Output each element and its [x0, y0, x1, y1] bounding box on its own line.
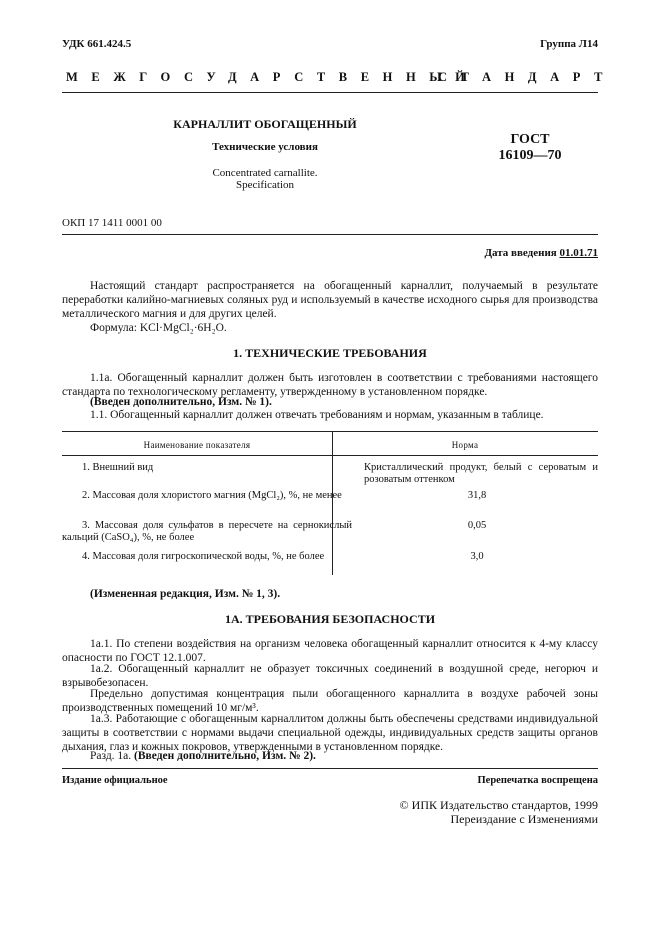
header-divider: [62, 92, 598, 93]
table-header-norm: Норма: [451, 440, 479, 450]
section-1a-note-text: (Введен дополнительно, Изм. № 2).: [134, 750, 316, 762]
section-1a-note: [90, 749, 316, 763]
official-edition: Издание официальное: [62, 775, 168, 786]
table-row: [62, 520, 598, 551]
table-row: [62, 490, 598, 520]
clause-1-1a: 1.1а. Обогащенный карналлит должен быть изготовлен в соответствии с требованиями настоящего стандарта по технологическому регламенту, утвержденному в установленном порядке.: [62, 372, 598, 398]
section-1-heading: 1. ТЕХНИЧЕСКИЕ ТРЕБОВАНИЯ: [233, 346, 427, 360]
formula-value: KCl·MgCl₂·6H₂O.: [139, 322, 227, 334]
table-row: [62, 551, 598, 563]
okp-code: ОКП 17 1411 0001 00: [62, 217, 162, 229]
row-3-norm: 0,05: [467, 520, 487, 531]
norms-table: [62, 462, 598, 563]
clause-1a-3: 1а.3. Работающие с обогащенным карналлитом должны быть обеспечены средствами индивидуальной защиты в соответствии с нормами выдачи специальной одежды, индивидуальных средств защиты органов дыхания, глаз и кожных покровов, утвержденными в установленном порядке.: [62, 713, 598, 753]
row-1-norm: Кристаллический продукт, белый с сероватым и розоватым оттенком: [364, 462, 598, 485]
okp-divider: [62, 234, 598, 235]
english-title: Concentrated carnallite.: [212, 167, 318, 179]
formula-label: Формула:: [90, 322, 137, 334]
group-code: Группа Л14: [540, 38, 598, 50]
udk-code: УДК 661.424.5: [62, 38, 132, 50]
row-2-name: 2. Массовая доля хлористого магния (MgCl₂), %, не менее: [82, 490, 342, 501]
gost-number: 16109—70: [498, 148, 562, 163]
banner-interstate: МЕЖГОСУДАРСТВЕННЫЙ: [66, 70, 479, 84]
row-3-name: 3. Массовая доля сульфатов в пересчете на сернокислый кальций (CaSO₄), %, не более: [62, 520, 352, 543]
footer-divider: [62, 768, 598, 769]
reprint-notice: Перепечатка воспрещена: [477, 775, 598, 786]
table-header-divider: [62, 455, 598, 456]
clause-1a-1: 1а.1. По степени воздействия на организм человека обогащенный карналлит относится к 4-му классу опасности по ГОСТ 12.1.007.: [62, 638, 598, 664]
document-subtitle: Технические условия: [212, 141, 318, 153]
effective-date-label: Дата введения: [484, 247, 557, 259]
table-amendment-note: (Измененная редакция, Изм. № 1, 3).: [90, 588, 281, 600]
section-1a-note-prefix: Разд. 1а.: [90, 750, 132, 762]
clause-1a-2: 1а.2. Обогащенный карналлит не образует токсичных соединений в воздушной среде, негорюч и взрывобезопасен.: [62, 663, 598, 689]
row-4-name: 4. Массовая доля гигроскопической воды, %, не более: [82, 551, 325, 562]
intro-paragraph: Настоящий стандарт распространяется на обогащенный карналлит, получаемый в результате переработки калийно-магниевых соляных руд и используемый в качестве исходного сырья для производства металлического магния и для других целей.: [62, 280, 598, 320]
formula-line: [90, 321, 227, 335]
row-2-norm: 31,8: [467, 490, 487, 501]
banner-standard: СТАНДАРТ: [438, 70, 617, 84]
copyright: © ИПК Издательство стандартов, 1999: [399, 798, 598, 812]
table-top-border: [62, 431, 598, 432]
section-1a-heading: 1А. ТРЕБОВАНИЯ БЕЗОПАСНОСТИ: [224, 612, 436, 626]
clause-1-1: 1.1. Обогащенный карналлит должен отвечать требованиям и нормам, указанным в таблице.: [90, 409, 544, 421]
document-title: КАРНАЛЛИТ ОБОГАЩЕННЫЙ: [173, 117, 357, 131]
effective-date: [484, 247, 598, 259]
row-4-norm: 3,0: [470, 551, 484, 562]
clause-1-1a-note: (Введен дополнительно, Изм. № 1).: [90, 396, 272, 408]
row-1-name: 1. Внешний вид: [82, 462, 154, 473]
reissue-notice: Переиздание с Изменениями: [450, 812, 598, 826]
effective-date-value: 01.01.71: [559, 247, 598, 259]
gost-label: ГОСТ: [510, 132, 550, 147]
clause-1a-2-limit: Предельно допустимая концентрация пыли обогащенного карналлита в воздухе рабочей зоны производственных помещений 10 мг/м³.: [62, 688, 598, 714]
table-header-indicator: Наименование показателя: [143, 440, 251, 450]
table-row: [62, 462, 598, 490]
english-subtitle: Specification: [235, 179, 295, 191]
